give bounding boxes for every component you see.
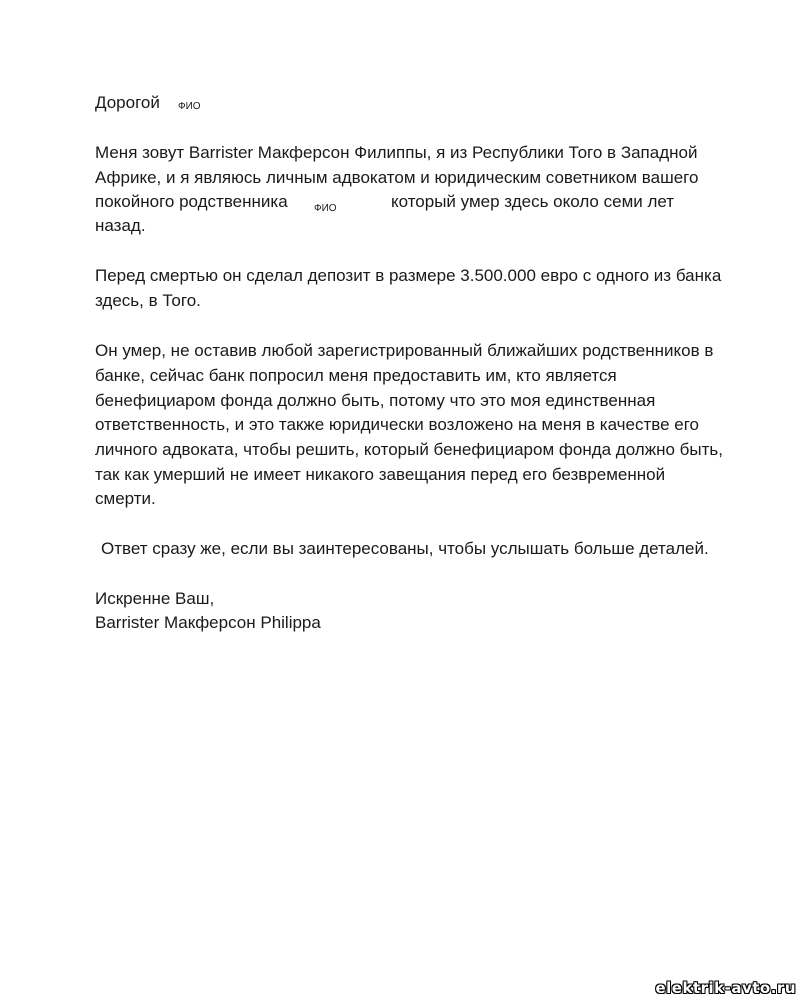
paragraph3-line7: смерти. xyxy=(95,489,156,508)
paragraph1-line4: назад. xyxy=(95,216,146,235)
paragraph4-line1: Ответ сразу же, если вы заинтересованы, чтобы услышать больше деталей. xyxy=(101,539,709,558)
paragraph1-line3-start: покойного родственника xyxy=(95,192,288,211)
paragraph3-line5: личного адвоката, чтобы решить, который бенефициаром фонда должно быть, xyxy=(95,440,723,459)
signature: Barrister Макферсон Philippa xyxy=(95,613,321,632)
relative-name-placeholder: ФИО xyxy=(314,203,337,214)
paragraph3-line3: бенефициаром фонда должно быть, потому что это моя единственная xyxy=(95,391,656,410)
site-watermark: elektrik-avto.ru xyxy=(655,979,796,997)
paragraph1-line3-end: который умер здесь около семи лет xyxy=(391,192,675,211)
paragraph1-line1: Меня зовут Barrister Макферсон Филиппы, я из Республики Того в Западной xyxy=(95,143,698,162)
greeting-name-placeholder: ФИО xyxy=(178,101,201,112)
paragraph1-line2: Африке, и я являюсь личным адвокатом и юридическим советником вашего xyxy=(95,168,699,187)
paragraph3-line2: банке, сейчас банк попросил меня предоставить им, кто является xyxy=(95,366,617,385)
paragraph2-line1: Перед смертью он сделал депозит в размере 3.500.000 евро с одного из банка xyxy=(95,266,722,285)
closing-line1: Искренне Ваш, xyxy=(95,589,215,608)
greeting-salutation: Дорогой xyxy=(95,93,160,112)
paragraph2-line2: здесь, в Того. xyxy=(95,291,201,310)
paragraph3-line6: так как умерший не имеет никакого завещания перед его безвременной xyxy=(95,465,666,484)
paragraph3-line1: Он умер, не оставив любой зарегистрированный ближайших родственников в xyxy=(95,341,714,360)
paragraph3-line4: ответственность, и это также юридически возложено на меня в качестве его xyxy=(95,415,700,434)
